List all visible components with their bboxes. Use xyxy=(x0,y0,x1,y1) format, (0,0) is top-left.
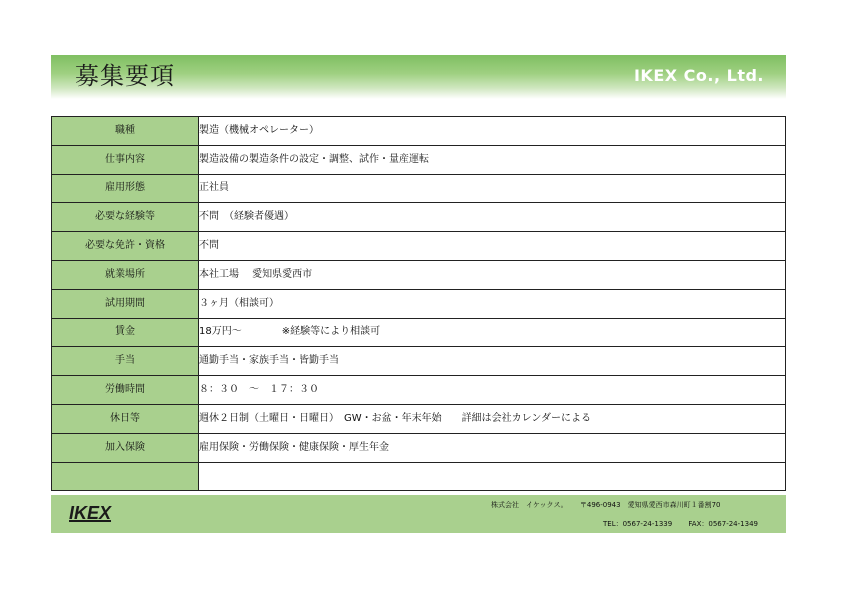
row-label: 雇用形態 xyxy=(52,174,199,203)
row-label: 必要な経験等 xyxy=(52,203,199,232)
footer-company-address xyxy=(491,501,721,510)
row-label: 必要な免許・資格 xyxy=(52,232,199,261)
table-row xyxy=(52,117,786,146)
row-value: 製造設備の製造条件の設定・調整、試作・量産運転 xyxy=(199,145,786,174)
row-value: 週休２日制（土曜日・日曜日） GW・お盆・年末年始 詳細は会社カレンダーによる xyxy=(199,404,786,433)
row-value xyxy=(199,462,786,491)
table-row xyxy=(52,376,786,405)
header-banner xyxy=(51,55,786,99)
row-value: 不問 xyxy=(199,232,786,261)
row-value: 雇用保険・労働保険・健康保険・厚生年金 xyxy=(199,433,786,462)
row-label: 手当 xyxy=(52,347,199,376)
table-row xyxy=(52,433,786,462)
row-label: 加入保険 xyxy=(52,433,199,462)
table-row xyxy=(52,404,786,433)
row-value: ８：３０ ～ １７：３０ xyxy=(199,376,786,405)
footer-address: 〒496-0943 愛知県愛西市森川町１番割70 xyxy=(579,501,721,509)
footer-bar xyxy=(51,495,786,533)
company-name-header: IKEX Co., Ltd. xyxy=(633,66,764,85)
table-row xyxy=(52,260,786,289)
footer-tel: TEL：0567-24-1339 xyxy=(603,520,673,528)
row-label: 職種 xyxy=(52,117,199,146)
row-label: 休日等 xyxy=(52,404,199,433)
table-row xyxy=(52,289,786,318)
row-value: 18万円～ ※経験等により相談可 xyxy=(199,318,786,347)
row-value: 製造（機械オペレーター） xyxy=(199,117,786,146)
row-value: 正社員 xyxy=(199,174,786,203)
row-value: ３ヶ月（相談可） xyxy=(199,289,786,318)
row-label: 賃金 xyxy=(52,318,199,347)
table-row xyxy=(52,462,786,491)
table-row xyxy=(52,232,786,261)
row-label: 仕事内容 xyxy=(52,145,199,174)
recruitment-table xyxy=(51,116,786,491)
row-value: 不問 （経験者優遇） xyxy=(199,203,786,232)
page-title: 募集要項 xyxy=(75,62,175,90)
ikex-logo: IKEX xyxy=(69,503,112,523)
table-row xyxy=(52,347,786,376)
row-value: 本社工場 愛知県愛西市 xyxy=(199,260,786,289)
table-row xyxy=(52,318,786,347)
table-row xyxy=(52,174,786,203)
row-label xyxy=(52,462,199,491)
row-value: 通勤手当・家族手当・皆勤手当 xyxy=(199,347,786,376)
table-row xyxy=(52,203,786,232)
footer-company-name: 株式会社 イケックス。 xyxy=(491,501,568,509)
row-label: 労働時間 xyxy=(52,376,199,405)
table-row xyxy=(52,145,786,174)
footer-contact xyxy=(603,520,758,529)
footer-fax: FAX：0567-24-1349 xyxy=(688,520,758,528)
row-label: 就業場所 xyxy=(52,260,199,289)
row-label: 試用期間 xyxy=(52,289,199,318)
